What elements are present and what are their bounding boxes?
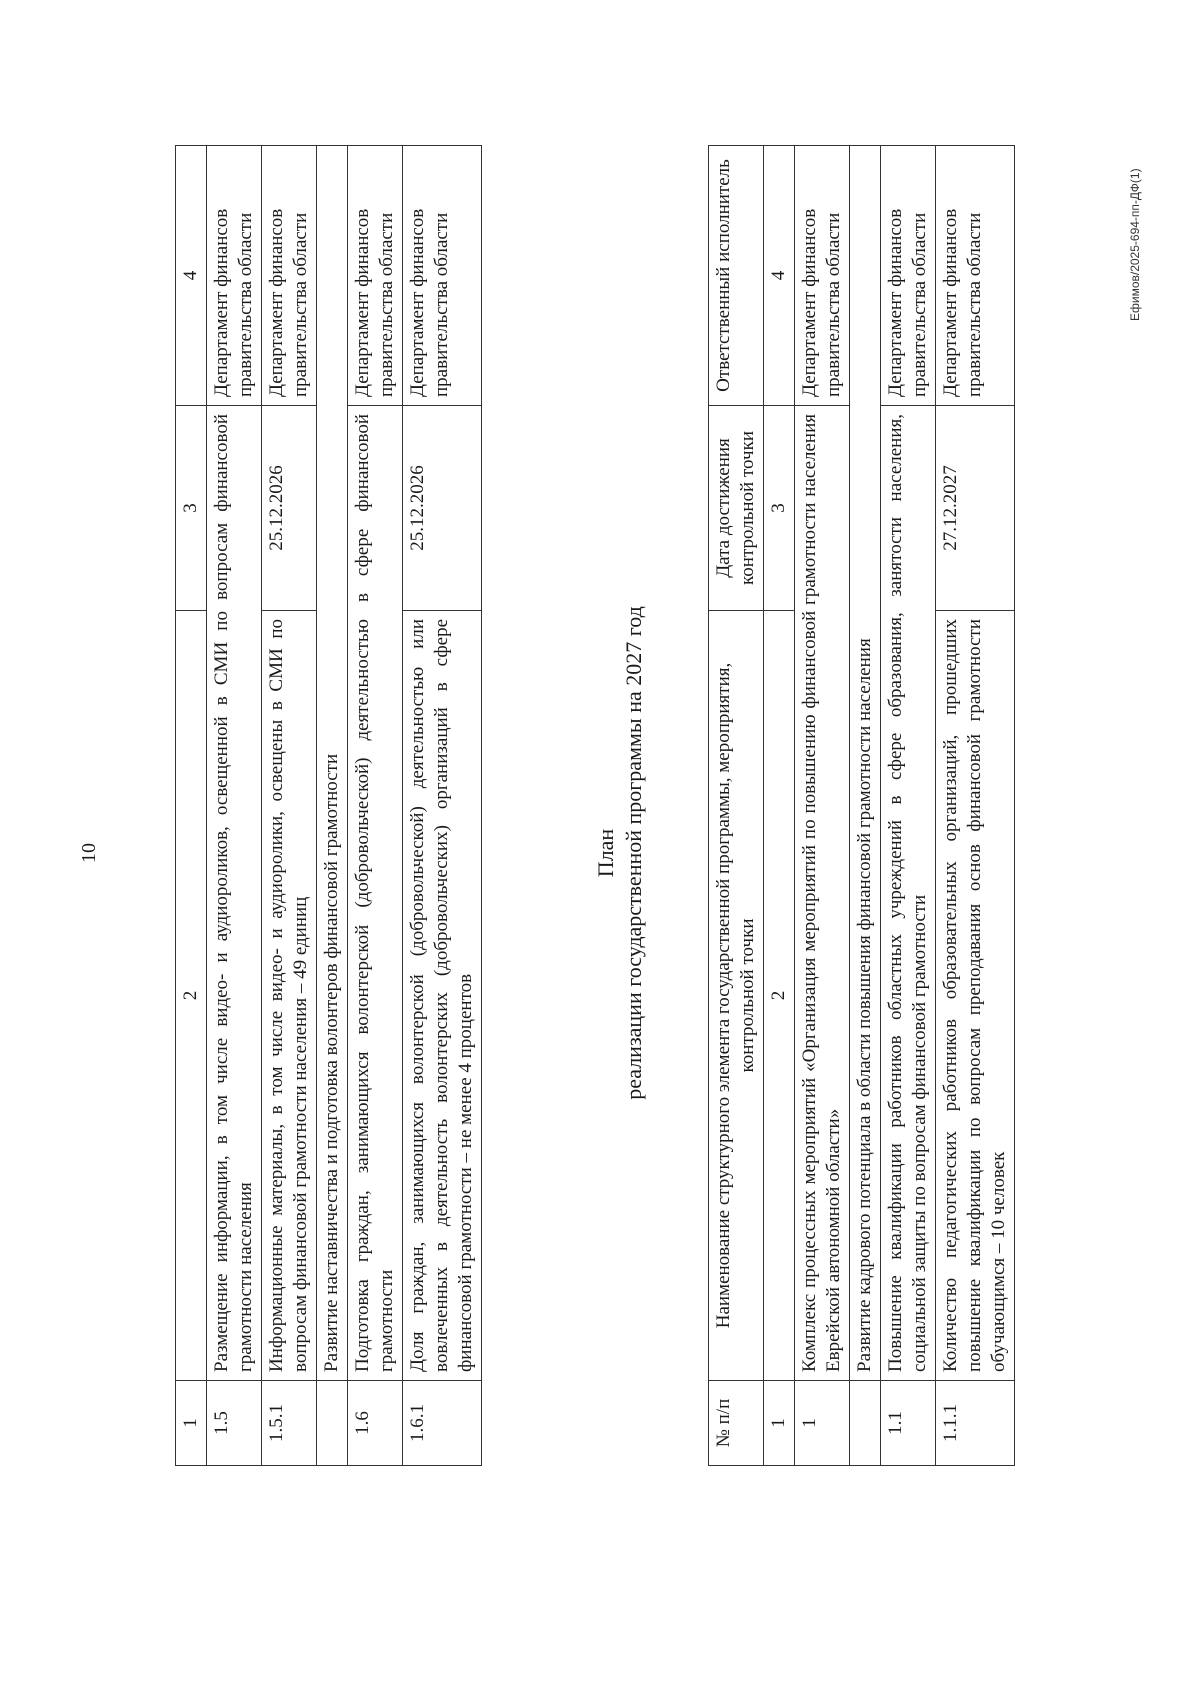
plan-table-2027 bbox=[708, 145, 1015, 1466]
header-cell: 2 bbox=[176, 611, 207, 1381]
table-header-numbers-row bbox=[764, 146, 795, 1466]
header-cell: Ответственный исполнитель bbox=[709, 146, 764, 406]
section-row bbox=[317, 146, 348, 1466]
row-executor: Департамент финансов правительства области bbox=[795, 146, 850, 406]
section-empty-cell bbox=[317, 1381, 348, 1466]
row-number: 1.6 bbox=[348, 1381, 403, 1466]
row-executor: Департамент финансов правительства области bbox=[936, 146, 1015, 406]
table-header-row bbox=[709, 146, 764, 1466]
plan-table-2026-continued bbox=[175, 145, 482, 1466]
section-title: Развитие кадрового потенциала в области повышения финансовой грамотности населения bbox=[850, 146, 881, 1381]
header-cell: № п/п bbox=[709, 1381, 764, 1466]
row-date: 25.12.2026 bbox=[262, 406, 317, 611]
row-text: Доля граждан, занимающихся волонтерской (добровольческой) деятельностью или вовлеченных в деятельность волонтерских (добровольческих) организаций в сфере финансовой грамотности – не менее 4 процентов bbox=[403, 611, 482, 1381]
section-row bbox=[850, 146, 881, 1466]
header-number-cell: 2 bbox=[764, 611, 795, 1381]
table-row bbox=[795, 146, 850, 1466]
header-number-cell: 3 bbox=[764, 406, 795, 611]
row-text: Информационные материалы, в том числе видео- и аудиоролики, освещены в СМИ по вопросам финансовой грамотности населения – 49 единиц bbox=[262, 611, 317, 1381]
section-title: Развитие наставничества и подготовка волонтеров финансовой грамотности bbox=[317, 146, 348, 1381]
row-text: Размещение информации, в том числе видео- и аудиороликов, освещенной в СМИ по вопросам финансовой грамотности населения bbox=[207, 406, 262, 1381]
plan-title-line1: План bbox=[593, 828, 618, 878]
table-row bbox=[403, 146, 482, 1466]
row-executor: Департамент финансов правительства области bbox=[207, 146, 262, 406]
table-header-row bbox=[176, 146, 207, 1466]
row-number: 1.1 bbox=[881, 1381, 936, 1466]
section-empty-cell bbox=[850, 1381, 881, 1466]
header-cell: Наименование структурного элемента государственной программы, мероприятия, контрольной точки bbox=[709, 611, 764, 1381]
row-date: 25.12.2026 bbox=[403, 406, 482, 611]
table-row bbox=[207, 146, 262, 1466]
row-text: Комплекс процессных мероприятий «Организация мероприятий по повышению финансовой грамотности населения Еврейской автономной области» bbox=[795, 406, 850, 1381]
row-number: 1 bbox=[795, 1381, 850, 1466]
row-executor: Департамент финансов правительства области bbox=[881, 146, 936, 406]
table-row bbox=[936, 146, 1015, 1466]
table-row bbox=[348, 146, 403, 1466]
plan-title bbox=[592, 0, 648, 1706]
row-text: Количество педагогических работников образовательных организаций, прошедших повышение квалификации по вопросам преподавания основ финансовой грамотности обучающимся – 10 человек bbox=[936, 611, 1015, 1381]
row-executor: Департамент финансов правительства области bbox=[348, 146, 403, 406]
header-number-cell: 1 bbox=[764, 1381, 795, 1466]
row-executor: Департамент финансов правительства области bbox=[403, 146, 482, 406]
row-text: Подготовка граждан, занимающихся волонтерской (добровольческой) деятельностью в сфере финансовой грамотности bbox=[348, 406, 403, 1381]
row-number: 1.5.1 bbox=[262, 1381, 317, 1466]
row-date: 27.12.2027 bbox=[936, 406, 1015, 611]
header-cell: 3 bbox=[176, 406, 207, 611]
table-row bbox=[262, 146, 317, 1466]
header-cell: 4 bbox=[176, 146, 207, 406]
row-executor: Департамент финансов правительства области bbox=[262, 146, 317, 406]
header-cell: 1 bbox=[176, 1381, 207, 1466]
page-number: 10 bbox=[78, 843, 100, 863]
row-number: 1.5 bbox=[207, 1381, 262, 1466]
row-number: 1.1.1 bbox=[936, 1381, 1015, 1466]
row-number: 1.6.1 bbox=[403, 1381, 482, 1466]
plan-title-line2: реализации государственной программы на 2027 год bbox=[621, 606, 646, 1100]
header-number-cell: 4 bbox=[764, 146, 795, 406]
document-code: Ефимов/2025-694-пп-ДФ(1) bbox=[1128, 168, 1142, 321]
row-text: Повышение квалификации работников областных учреждений в сфере образования, занятости населения, социальной защиты по вопросам финансовой грамотности bbox=[881, 406, 936, 1381]
header-cell: Дата достижения контрольной точки bbox=[709, 406, 764, 611]
table-row bbox=[881, 146, 936, 1466]
